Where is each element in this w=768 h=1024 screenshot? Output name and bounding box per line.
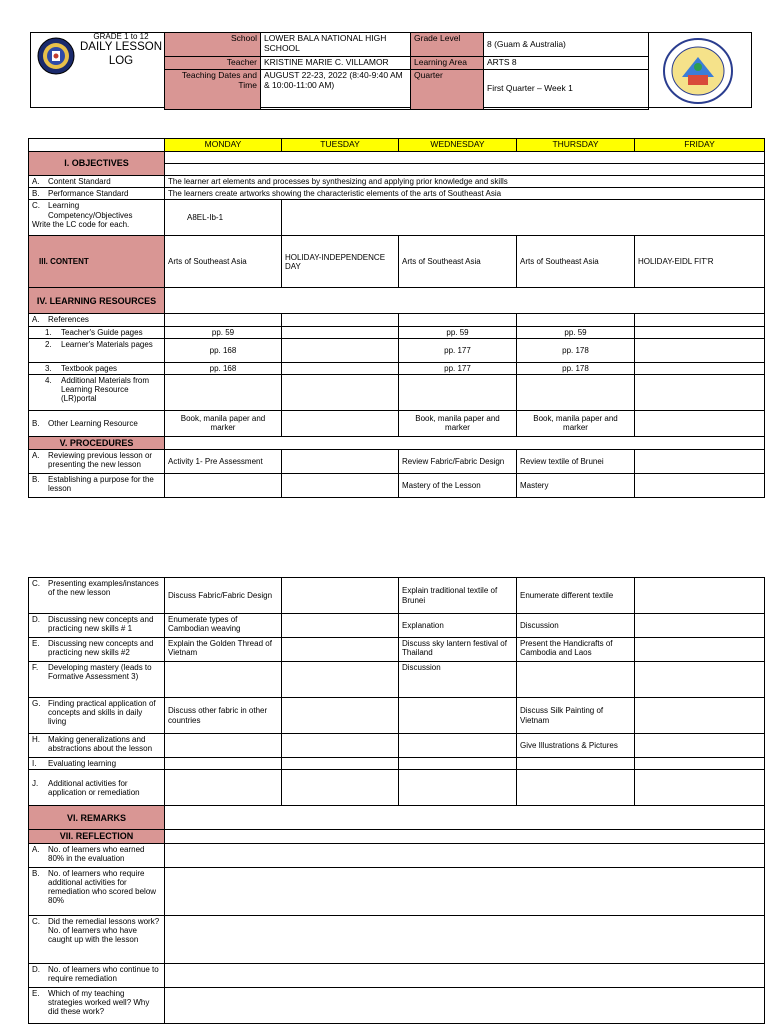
textbook-pages-thursday: pp. 178: [517, 362, 635, 374]
dll-table-top: MONDAY TUESDAY WEDNESDAY THURSDAY FRIDAY I. OBJECTIVES A. Content Standard The learner art elements and processes by synthesizing and applying prior knowledge and skills B. Performance Standard The learners create artworks showing the characteristic elements of the arts of Southeast Asia C. Learning Competency/Objectives Write the LC code for each. A8EL-Ib-1 III. CONTENT Arts of Southeast Asia HOLIDAY-INDEPENDENCE DAY Arts of Southeast Asia Arts of Southeast Asia HOLIDAY-EIDL FIT'R IV. LEARNING RESOURCES A. References 1. Teacher's Guide pages pp. 59 pp. 59 pp. 59 2. Learner's Materials pages pp. 168 pp. 177 pp. 178 3. Textbook pages pp. 168 pp. 177 pp. 178 4. Additional Materials from Learning Resource (LR)portal B. Other Learning Resource Book, manila paper and marker Book, manila paper and marker Book, manila paper and marker V. PROCEDURES A. Reviewing previous lesson or presenting the new lesson Activity 1- Pre Assessment Review Fabric/Fabric Design Review textile of Brunei B. Establishing a purpose for the lesson Mastery of the Lesson Mastery: [28, 138, 765, 498]
quarter-label: Quarter: [411, 69, 484, 109]
content-monday: Arts of Southeast Asia: [165, 236, 282, 288]
grade-level-value: 8 (Guam & Australia): [484, 33, 649, 57]
header-info-table: [164, 32, 649, 110]
other-resource-monday: Book, manila paper and marker: [165, 410, 282, 436]
discussing2-thursday: Present the Handicrafts of Cambodia and Laos: [517, 638, 635, 662]
tg-pages-thursday: pp. 59: [517, 326, 635, 338]
lm-pages-monday: pp. 168: [165, 338, 282, 362]
dll-title-line1: DAILY LESSON: [79, 41, 163, 53]
learning-resources-heading: IV. LEARNING RESOURCES: [29, 288, 165, 314]
tg-pages-label: Teacher's Guide pages: [61, 327, 143, 337]
tg-pages-wednesday: pp. 59: [399, 326, 517, 338]
tg-pages-monday: pp. 59: [165, 326, 282, 338]
objectives-heading: I. OBJECTIVES: [29, 152, 165, 176]
establishing-label: Establishing a purpose for the lesson: [48, 475, 154, 494]
additional-materials-label: Additional Materials from Learning Resource (LR)portal: [61, 375, 150, 404]
school-label: School: [165, 33, 261, 57]
day-friday: FRIDAY: [635, 139, 765, 152]
generalizations-thursday: Give Illustrations & Pictures: [517, 734, 635, 758]
reviewing-monday: Activity 1- Pre Assessment: [165, 450, 282, 474]
mastery-wednesday: Discussion: [399, 662, 517, 698]
presenting-label: Presenting examples/instances of the new lesson: [48, 579, 159, 598]
school-value: LOWER BALA NATIONAL HIGH SCHOOL: [261, 33, 411, 57]
day-thursday: THURSDAY: [517, 139, 635, 152]
learning-area-value: ARTS 8: [484, 57, 649, 70]
reflection-b-label: No. of learners who require additional activities for remediation who scored below 80%: [48, 868, 157, 906]
evaluating-label: Evaluating learning: [48, 759, 117, 768]
generalizations-label: Making generalizations and abstractions about the lesson: [48, 735, 153, 754]
textbook-pages-wednesday: pp. 177: [399, 362, 517, 374]
mastery-label: Developing mastery (leads to Formative Assessment 3): [48, 663, 152, 682]
reflection-c-label: Did the remedial lessons work? No. of learners who have caught up with the lesson: [48, 916, 160, 944]
teacher-label: Teacher: [165, 57, 261, 70]
content-heading: III. CONTENT: [29, 236, 165, 288]
references-label: References: [48, 315, 89, 325]
grade-range: GRADE 1 to 12: [93, 32, 149, 41]
reflection-d-label: No. of learners who continue to require remediation: [48, 964, 159, 983]
performance-standard-label: Performance Standard: [48, 189, 129, 199]
competency-code: A8EL-Ib-1: [165, 200, 282, 236]
lm-pages-wednesday: pp. 177: [399, 338, 517, 362]
school-logo: [662, 37, 734, 105]
competency-note: Write the LC code for each.: [32, 219, 130, 229]
discussing1-wednesday: Explanation: [399, 614, 517, 638]
discussing1-monday: Enumerate types of Cambodian weaving: [165, 614, 282, 638]
quarter-value: First Quarter – Week 1: [484, 69, 649, 109]
textbook-pages-monday: pp. 168: [165, 362, 282, 374]
lm-pages-label: Learner's Materials pages: [61, 339, 153, 349]
dates-value: AUGUST 22-23, 2022 (8:40-9:40 AM & 10:00-11:00 AM): [261, 69, 411, 109]
reflection-e-label: Which of my teaching strategies worked well? Why did these work?: [48, 988, 150, 1016]
content-wednesday: Arts of Southeast Asia: [399, 236, 517, 288]
dll-table-bottom: C. Presenting examples/instances of the new lesson Discuss Fabric/Fabric Design Explain traditional textile of Brunei Enumerate different textile D. Discussing new concepts and practicing new skills # 1 Enumerate types of Cambodian weaving Explanation Discussion E. Discussing new concepts and practicing new skills #2 Explain the Golden Thread of Vietnam Discuss sky lantern festival of Thailand Present the Handicrafts of Cambodia and Laos F. Developing mastery (leads to Formative Assessment 3) Discussion G. Finding practical application of concepts and skills in daily living Discuss other fabric in other countries Discuss Silk Painting of Vietnam H. Making generalizations and abstractions about the lesson Give Illustrations & Pictures I. Evaluating learning J. Additional activities for application or remediation VI. REMARKS VII. REFLECTION A. No. of learners who earned 80% in the evaluation B. No. of learners who require additional activities for remediation who scored below 80% C. Did the remedial lessons work? No. of learners who have caught up with the lesson D. No. of learners who continue to require remediation E. Which of my teaching strategies worked well? Why did these work?: [28, 577, 765, 1024]
content-friday: HOLIDAY-EIDL FIT'R: [635, 236, 765, 288]
content-standard-label: Content Standard: [48, 177, 111, 186]
presenting-wednesday: Explain traditional textile of Brunei: [399, 578, 517, 614]
teacher-value: KRISTINE MARIE C. VILLAMOR: [261, 57, 411, 70]
discussing2-wednesday: Discuss sky lantern festival of Thailand: [399, 638, 517, 662]
textbook-pages-label: Textbook pages: [61, 363, 118, 373]
presenting-monday: Discuss Fabric/Fabric Design: [165, 578, 282, 614]
additional-activities-label: Additional activities for application or remediation: [48, 778, 140, 797]
day-monday: MONDAY: [165, 139, 282, 152]
practical-thursday: Discuss Silk Painting of Vietnam: [517, 698, 635, 734]
other-resource-wednesday: Book, manila paper and marker: [399, 410, 517, 436]
content-thursday: Arts of Southeast Asia: [517, 236, 635, 288]
reviewing-wednesday: Review Fabric/Fabric Design: [399, 450, 517, 474]
discussing1-label: Discussing new concepts and practicing new skills # 1: [48, 615, 154, 634]
establishing-thursday: Mastery: [517, 474, 635, 498]
day-wednesday: WEDNESDAY: [399, 139, 517, 152]
remarks-heading: VI. REMARKS: [29, 806, 165, 830]
practical-monday: Discuss other fabric in other countries: [165, 698, 282, 734]
other-resource-thursday: Book, manila paper and marker: [517, 410, 635, 436]
procedures-heading: V. PROCEDURES: [29, 436, 165, 449]
learning-area-label: Learning Area: [411, 57, 484, 70]
reviewing-label: Reviewing previous lesson or presenting the new lesson: [48, 451, 153, 470]
establishing-wednesday: Mastery of the Lesson: [399, 474, 517, 498]
dll-title-line2: LOG: [108, 54, 134, 67]
practical-label: Finding practical application of concepts and skills in daily living: [48, 699, 156, 727]
discussing2-label: Discussing new concepts and practicing new skills #2: [48, 639, 154, 658]
reflection-heading: VII. REFLECTION: [29, 830, 165, 843]
day-tuesday: TUESDAY: [282, 139, 399, 152]
content-standard-value: The learner art elements and processes by synthesizing and applying prior knowledge and skills: [165, 176, 765, 188]
content-tuesday: HOLIDAY-INDEPENDENCE DAY: [282, 236, 399, 288]
discussing1-thursday: Discussion: [517, 614, 635, 638]
lm-pages-thursday: pp. 178: [517, 338, 635, 362]
dates-label: Teaching Dates and Time: [165, 69, 261, 109]
presenting-thursday: Enumerate different textile: [517, 578, 635, 614]
other-resource-label: Other Learning Resource: [48, 418, 138, 428]
reviewing-thursday: Review textile of Brunei: [517, 450, 635, 474]
performance-standard-value: The learners create artworks showing the characteristic elements of the arts of Southeast Asia: [165, 188, 765, 200]
grade-level-label: Grade Level: [411, 33, 484, 57]
reflection-a-label: No. of learners who earned 80% in the evaluation: [48, 844, 145, 863]
competency-label: Learning Competency/Objectives: [48, 201, 133, 220]
discussing2-monday: Explain the Golden Thread of Vietnam: [165, 638, 282, 662]
